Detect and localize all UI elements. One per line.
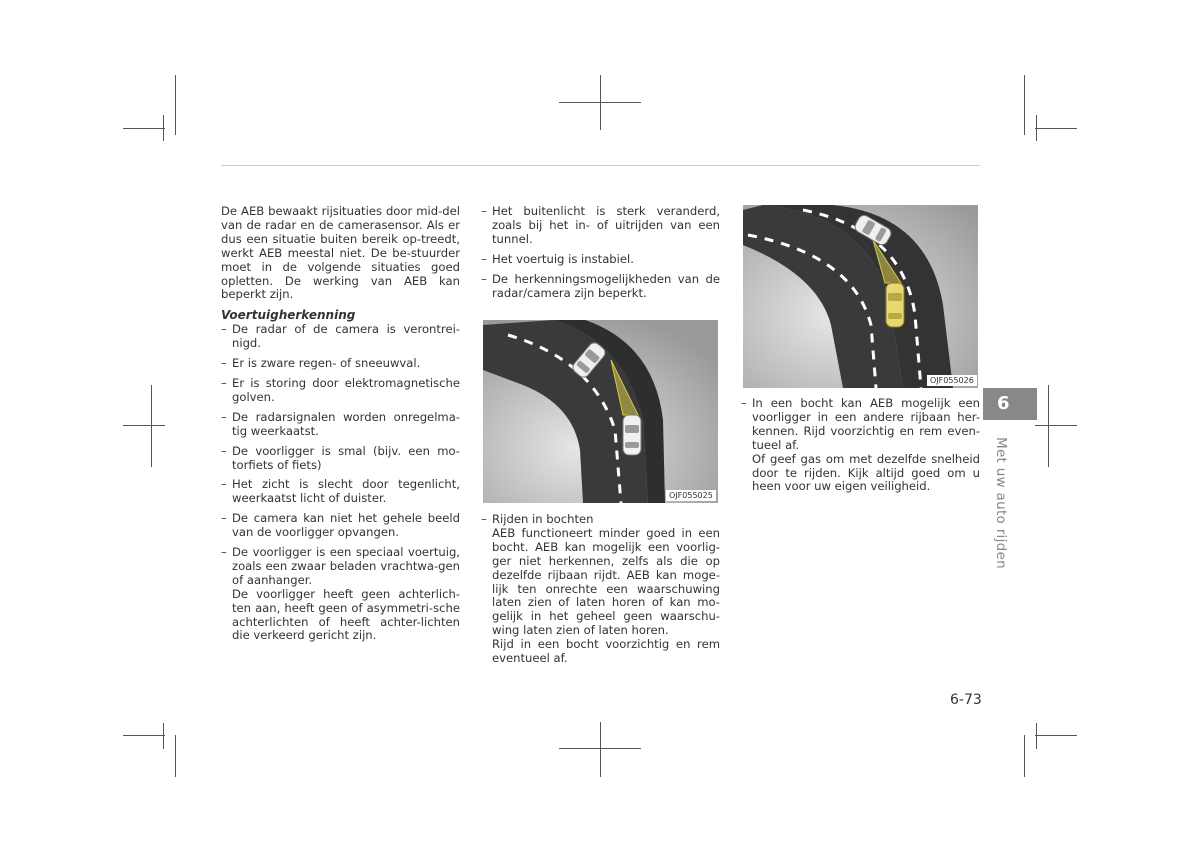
- curve-road-illustration: [483, 320, 718, 503]
- list-item: – Rijden in bochten AEB functioneert minder goed in een bocht. AEB kan mogelijk een voorlig-ger niet herkennen, zelfs als die op dezelfde rijbaan rijdt. AEB kan moge-lijk ten onrechte een waarschuwing laten zien of laten horen of kan mo-gelijk in het geheel geen waarschu-wing laten zien of laten horen. Rijd in een bocht voorzichtig en rem eventueel af.: [481, 512, 720, 666]
- curve-illustration-2: [743, 205, 978, 388]
- crop-mark: [123, 425, 165, 426]
- crop-mark: [175, 75, 176, 135]
- crop-mark: [1024, 735, 1025, 777]
- crop-mark: [1048, 385, 1049, 467]
- intro-paragraph: De AEB bewaakt rijsituaties door mid-del van de radar en de camerasensor. Als er dus een situatie buiten bereik op-treedt, werkt AEB meestal niet. De be-stuurder moet in de volgende situaties goed opletten. De werking van AEB kan beperkt zijn.: [221, 204, 460, 302]
- crop-mark: [1035, 128, 1077, 129]
- crop-mark: [600, 75, 601, 130]
- figure-code: OJF055025: [666, 490, 716, 501]
- list-item: – Het voertuig is instabiel.: [481, 251, 634, 266]
- chapter-number: 6: [997, 393, 1010, 414]
- condition-list: [741, 397, 980, 494]
- column-3: [741, 397, 980, 500]
- crop-mark: [1036, 115, 1037, 141]
- crop-mark: [1035, 425, 1077, 426]
- chapter-tab: [983, 388, 1037, 420]
- car-white-icon: [623, 415, 641, 455]
- crop-mark: [163, 115, 164, 141]
- crop-mark: [600, 722, 601, 777]
- page-number: 6-73: [950, 692, 982, 708]
- list-item: – De voorligger is smal (bijv. een mo-torfiets of fiets): [221, 443, 460, 472]
- crop-mark: [123, 128, 165, 129]
- list-item: – Er is zware regen- of sneeuwval.: [221, 356, 421, 371]
- crop-mark: [1036, 723, 1037, 749]
- crop-mark: [1024, 75, 1025, 135]
- chapter-title: Met uw auto rijden: [993, 437, 1009, 569]
- section-heading: Voertuigherkenning: [221, 308, 356, 323]
- list-item: – De radarsignalen worden onregelma-tig weerkaatst.: [221, 409, 460, 438]
- condition-list: [481, 513, 720, 666]
- list-item: – De camera kan niet het gehele beeld van de voorligger opvangen.: [221, 511, 460, 540]
- condition-list: [221, 323, 460, 643]
- list-item: – Het buitenlicht is sterk veranderd, zoals bij het in- of uitrijden van een tunnel.: [481, 204, 720, 246]
- list-item: – De voorligger is een speciaal voertuig, zoals een zwaar beladen vrachtwa-gen of aanhanger. De voorligger heeft geen achterlich-ten aan, heeft geen of asymmetri-sche achterlichten of heeft achter-lichten die verkeerd gericht zijn.: [221, 545, 460, 643]
- crop-mark: [151, 385, 152, 467]
- figure-code: OJF055026: [927, 375, 977, 386]
- crop-mark: [175, 735, 176, 777]
- column-2: [481, 205, 720, 306]
- crop-mark: [123, 735, 165, 736]
- list-item: – De herkenningsmogelijkheden van de radar/camera zijn beperkt.: [481, 271, 720, 300]
- header-rule: [221, 165, 980, 166]
- list-item-continuation: Rijd in een bocht voorzichtig en rem eventueel af.: [492, 637, 720, 666]
- condition-list: [481, 205, 720, 300]
- column-1: [221, 205, 460, 649]
- column-2-lower: [481, 513, 720, 672]
- list-item-continuation: Of geef gas om met dezelfde snelheid door te rijden. Kijk altijd goed om u heen voor uw eigen veiligheid.: [752, 451, 980, 494]
- list-item-continuation: De voorligger heeft geen achterlich-ten aan, heeft geen of asymmetri-sche achterlichten of heeft achter-lichten die verkeerd gericht zijn.: [232, 586, 460, 643]
- curve-road-illustration: [743, 205, 978, 388]
- crop-mark: [1035, 735, 1077, 736]
- car-yellow-icon: [886, 283, 904, 327]
- crop-mark: [163, 723, 164, 749]
- list-item-continuation: AEB functioneert minder goed in een bocht. AEB kan mogelijk een voorlig-ger niet herkennen, zelfs als die op dezelfde rijbaan rijdt. AEB kan moge-lijk ten onrechte een waarschuwing laten zien of laten horen of kan mo-gelijk in het geheel geen waarschu-wing laten zien of laten horen.: [492, 525, 720, 638]
- list-item: – Het zicht is slecht door tegenlicht, weerkaatst licht of duister.: [221, 477, 460, 506]
- curve-illustration-1: [483, 320, 718, 503]
- list-item: – De radar of de camera is verontrei-nigd.: [221, 322, 460, 351]
- list-item: – In een bocht kan AEB mogelijk een voorligger in een andere rijbaan her-kennen. Rijd voorzichtig en rem even-tueel af. Of geef gas om met dezelfde snelheid door te rijden. Kijk altijd goed om u heen voor uw eigen veiligheid.: [741, 396, 980, 494]
- list-item: – Er is storing door elektromagnetische golven.: [221, 375, 460, 404]
